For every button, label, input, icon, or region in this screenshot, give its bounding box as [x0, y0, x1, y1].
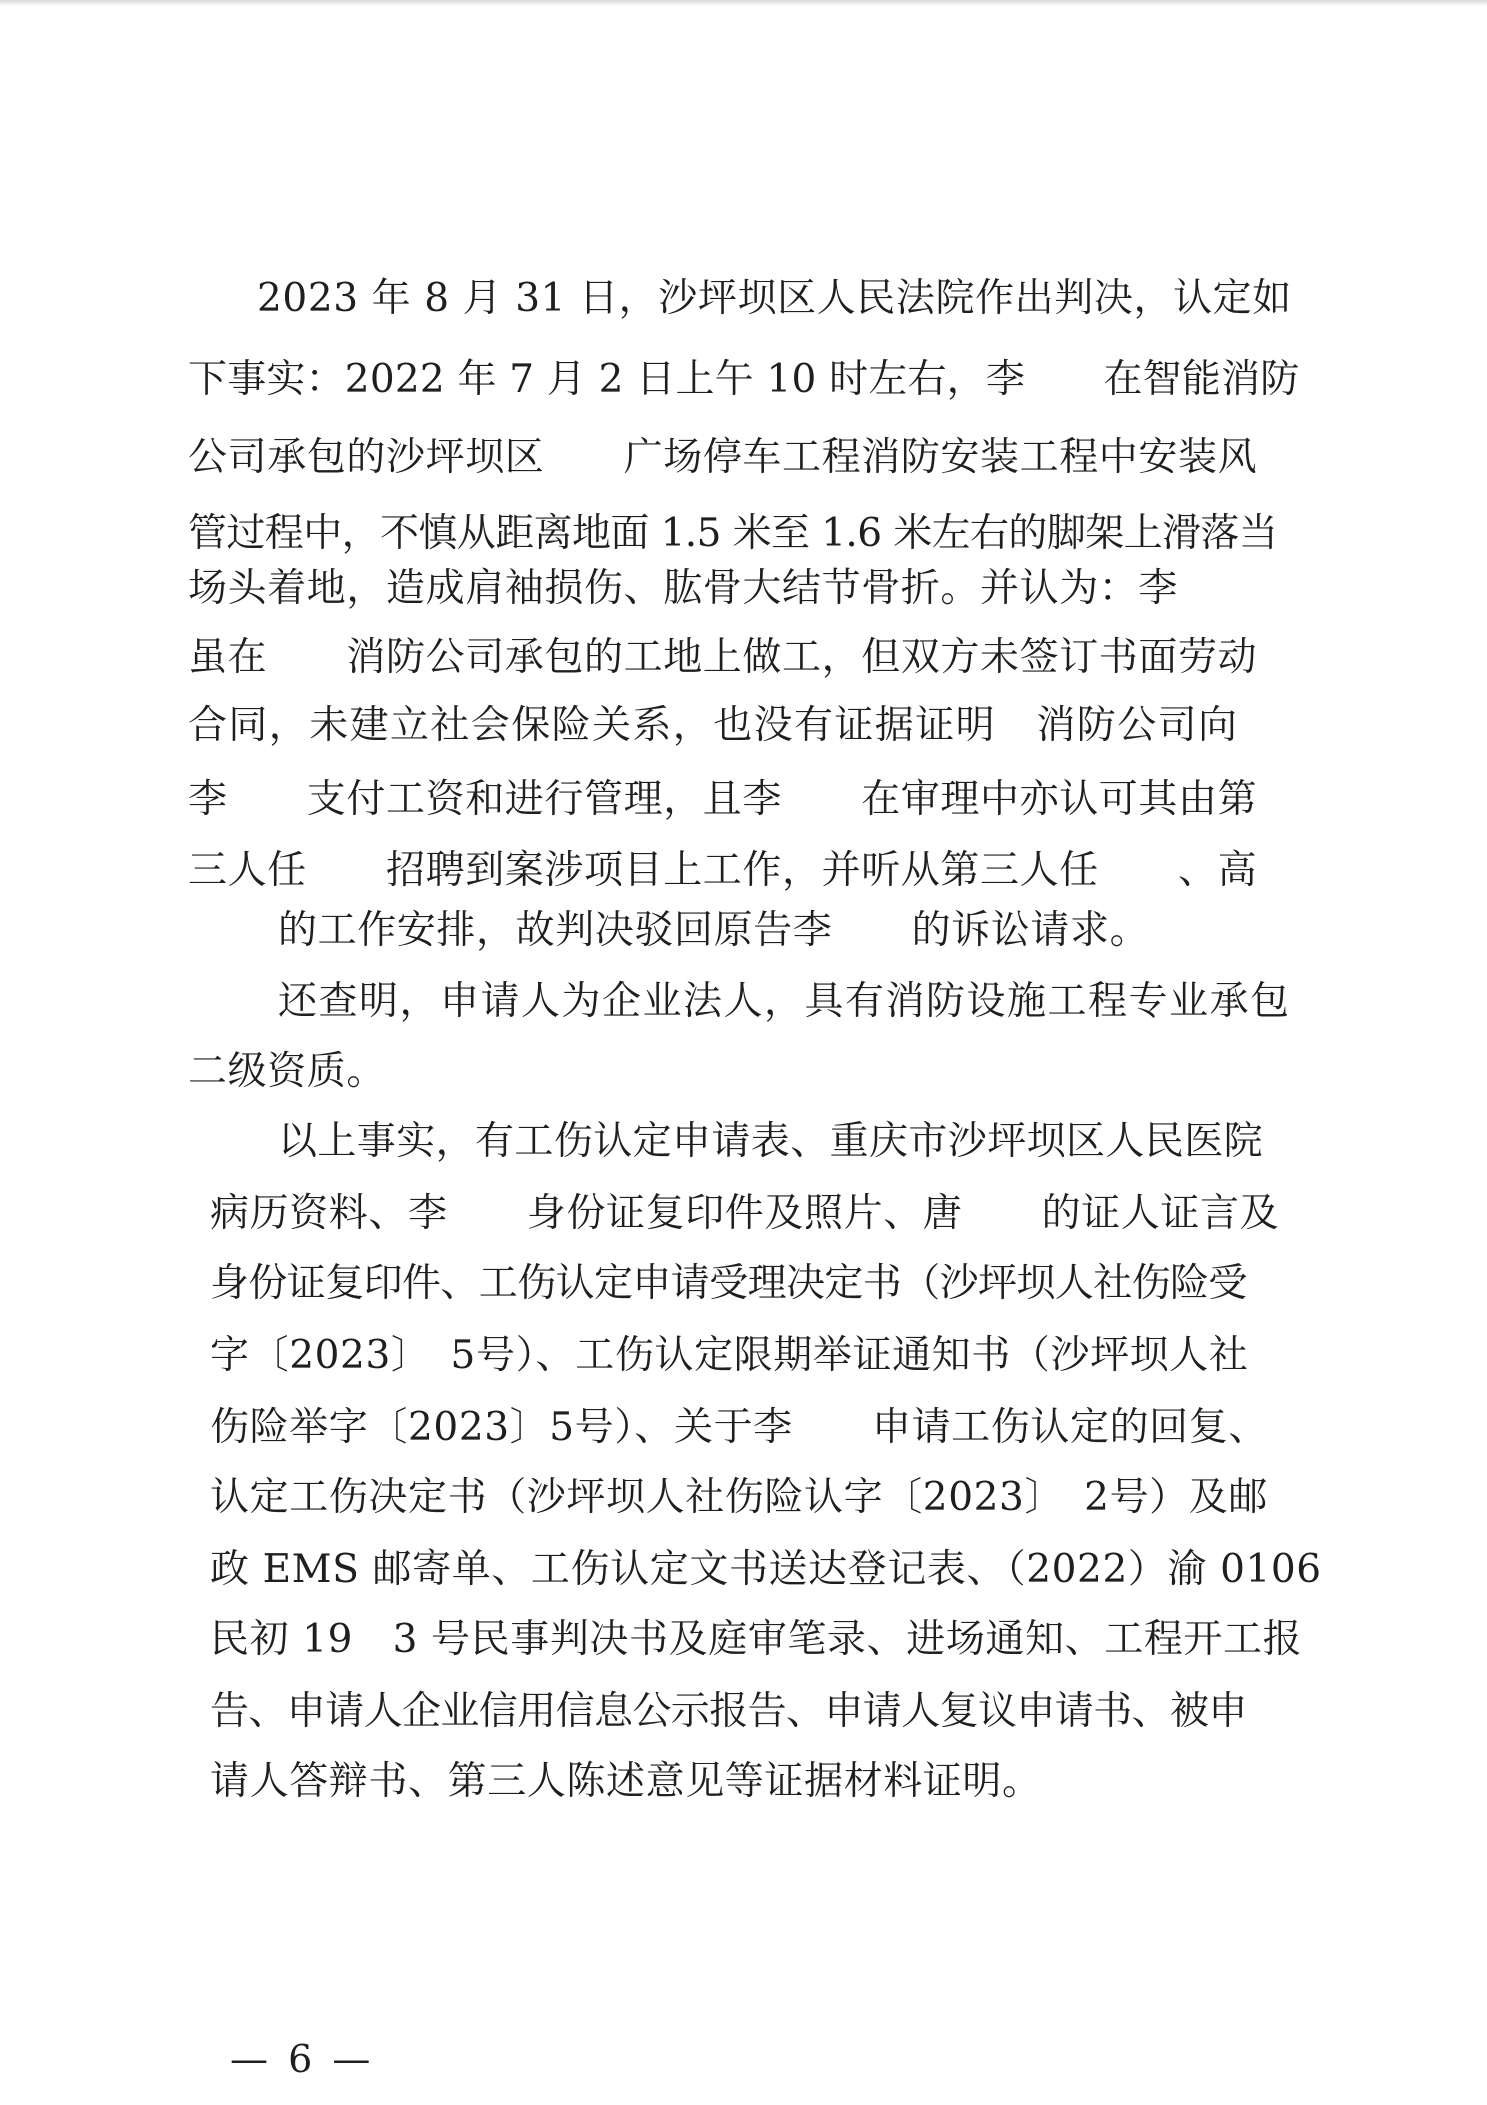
text-line: 2023 年 8 月 31 日，沙坪坝区人民法院作出判决，认定如: [257, 276, 1292, 321]
text-line: 请人答辩书、第三人陈述意见等证据材料证明。: [210, 1759, 1042, 1804]
text-line: 身份证复印件、工伤认定申请受理决定书（沙坪坝人社伤险受: [210, 1261, 1247, 1306]
text-line: 病历资料、李 身份证复印件及照片、唐 的证人证言及: [210, 1191, 1280, 1236]
text-line: 二级资质。: [188, 1049, 387, 1094]
text-line: 告、申请人企业信用信息公示报告、申请人复议申请书、被申: [210, 1689, 1247, 1734]
text-line: 场头着地，造成肩袖损伤、肱骨大结节骨折。并认为：李: [188, 566, 1179, 611]
text-line: 公司承包的沙坪坝区 广场停车工程消防安装工程中安装风: [188, 435, 1258, 480]
text-line: 管过程中，不慎从距离地面 1.5 米至 1.6 米左右的脚架上滑落当: [188, 511, 1278, 556]
text-line: 虽在 消防公司承包的工地上做工，但双方未签订书面劳动: [188, 635, 1258, 680]
text-line: 的工作安排，故判决驳回原告李 的诉讼请求。: [278, 908, 1150, 953]
text-line: 伤险举字〔2023〕5号）、关于李 申请工伤认定的回复、: [210, 1405, 1268, 1450]
scan-edge: [0, 0, 1487, 6]
text-line: 三人任 招聘到案涉项目上工作，并听从第三人任 、高: [188, 848, 1258, 893]
text-line: 合同，未建立社会保险关系，也没有证据证明 消防公司向: [188, 703, 1239, 748]
text-line: 政 EMS 邮寄单、工伤认定文书送达登记表、（2022）渝 0106: [210, 1547, 1322, 1592]
text-line: 字〔2023〕 5号）、工伤认定限期举证通知书（沙坪坝人社: [210, 1333, 1249, 1378]
page-number: — 6 —: [230, 2037, 375, 2081]
text-line: 民初 19 3 号民事判决书及庭审笔录、进场通知、工程开工报: [210, 1617, 1303, 1662]
text-line: 以上事实，有工伤认定申请表、重庆市沙坪坝区人民医院: [278, 1119, 1264, 1164]
text-line: 认定工伤决定书（沙坪坝人社伤险认字〔2023〕 2号）及邮: [210, 1475, 1268, 1520]
text-line: 李 支付工资和进行管理，且李 在审理中亦认可其由第: [188, 777, 1258, 822]
text-line: 还查明，申请人为企业法人，具有消防设施工程专业承包: [278, 979, 1291, 1024]
text-line: 下事实：2022 年 7 月 2 日上午 10 时左右，李 在智能消防: [188, 357, 1300, 402]
